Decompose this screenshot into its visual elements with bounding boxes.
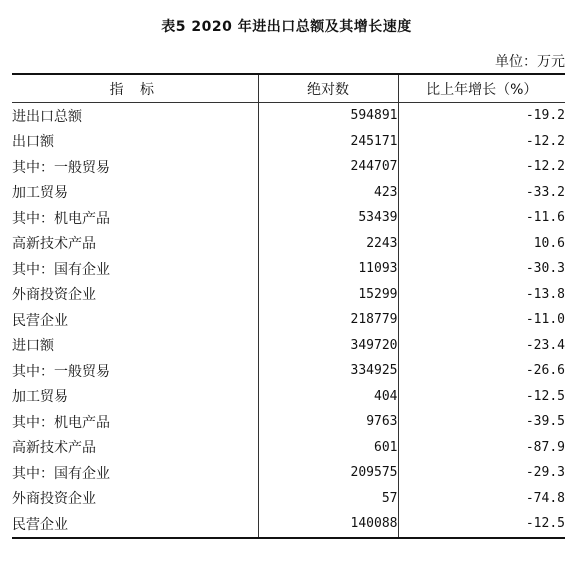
row-label: 加工贸易 (12, 384, 258, 410)
row-label: 其中：机电产品 (12, 409, 258, 435)
row-label: 外商投资企业 (12, 486, 258, 512)
table-row (12, 205, 565, 231)
table-row (12, 103, 565, 129)
row-value: 244707 (258, 154, 398, 180)
table-row (12, 307, 565, 333)
row-label: 加工贸易 (12, 180, 258, 206)
table-row (12, 231, 565, 257)
row-growth: -26.6 (398, 358, 565, 384)
table-row (12, 180, 565, 206)
table-row (12, 435, 565, 461)
header-absolute: 绝对数 (258, 74, 398, 103)
table-row (12, 256, 565, 282)
row-label: 出口额 (12, 129, 258, 155)
header-row (12, 74, 565, 103)
row-growth: -87.9 (398, 435, 565, 461)
unit-label: 单位：万元 (495, 54, 565, 70)
row-value: 404 (258, 384, 398, 410)
row-growth: -12.2 (398, 129, 565, 155)
row-label: 其中：国有企业 (12, 460, 258, 486)
row-growth: -13.8 (398, 282, 565, 308)
row-growth: -19.2 (398, 103, 565, 129)
header-indicator: 指 标 (12, 74, 258, 103)
row-growth: -12.5 (398, 511, 565, 538)
row-growth: 10.6 (398, 231, 565, 257)
row-growth: -23.4 (398, 333, 565, 359)
row-value: 209575 (258, 460, 398, 486)
row-label: 高新技术产品 (12, 231, 258, 257)
table-title: 表5 2020 年进出口总额及其增长速度 (161, 19, 412, 35)
row-label: 其中：一般贸易 (12, 358, 258, 384)
row-growth: -11.0 (398, 307, 565, 333)
table-row (12, 511, 565, 538)
row-growth: -12.5 (398, 384, 565, 410)
row-value: 349720 (258, 333, 398, 359)
row-value: 601 (258, 435, 398, 461)
row-growth: -39.5 (398, 409, 565, 435)
row-value: 140088 (258, 511, 398, 538)
row-growth: -30.3 (398, 256, 565, 282)
row-label: 高新技术产品 (12, 435, 258, 461)
row-label: 进出口总额 (12, 103, 258, 129)
table-row (12, 154, 565, 180)
header-growth: 比上年增长（%） (398, 74, 565, 103)
table-row (12, 460, 565, 486)
row-label: 外商投资企业 (12, 282, 258, 308)
row-growth: -74.8 (398, 486, 565, 512)
row-label: 其中：机电产品 (12, 205, 258, 231)
table-row (12, 282, 565, 308)
table-row (12, 358, 565, 384)
row-value: 15299 (258, 282, 398, 308)
table-row (12, 384, 565, 410)
table-row (12, 129, 565, 155)
row-label: 民营企业 (12, 307, 258, 333)
row-value: 218779 (258, 307, 398, 333)
row-value: 594891 (258, 103, 398, 129)
row-value: 11093 (258, 256, 398, 282)
table-row (12, 486, 565, 512)
row-growth: -11.6 (398, 205, 565, 231)
row-growth: -29.3 (398, 460, 565, 486)
table-row (12, 333, 565, 359)
row-value: 423 (258, 180, 398, 206)
row-label: 进口额 (12, 333, 258, 359)
table-row (12, 409, 565, 435)
row-label: 其中：一般贸易 (12, 154, 258, 180)
trade-table (12, 73, 565, 539)
row-value: 334925 (258, 358, 398, 384)
row-value: 57 (258, 486, 398, 512)
row-value: 245171 (258, 129, 398, 155)
row-value: 53439 (258, 205, 398, 231)
row-growth: -33.2 (398, 180, 565, 206)
row-growth: -12.2 (398, 154, 565, 180)
row-label: 民营企业 (12, 511, 258, 538)
row-label: 其中：国有企业 (12, 256, 258, 282)
row-value: 2243 (258, 231, 398, 257)
row-value: 9763 (258, 409, 398, 435)
